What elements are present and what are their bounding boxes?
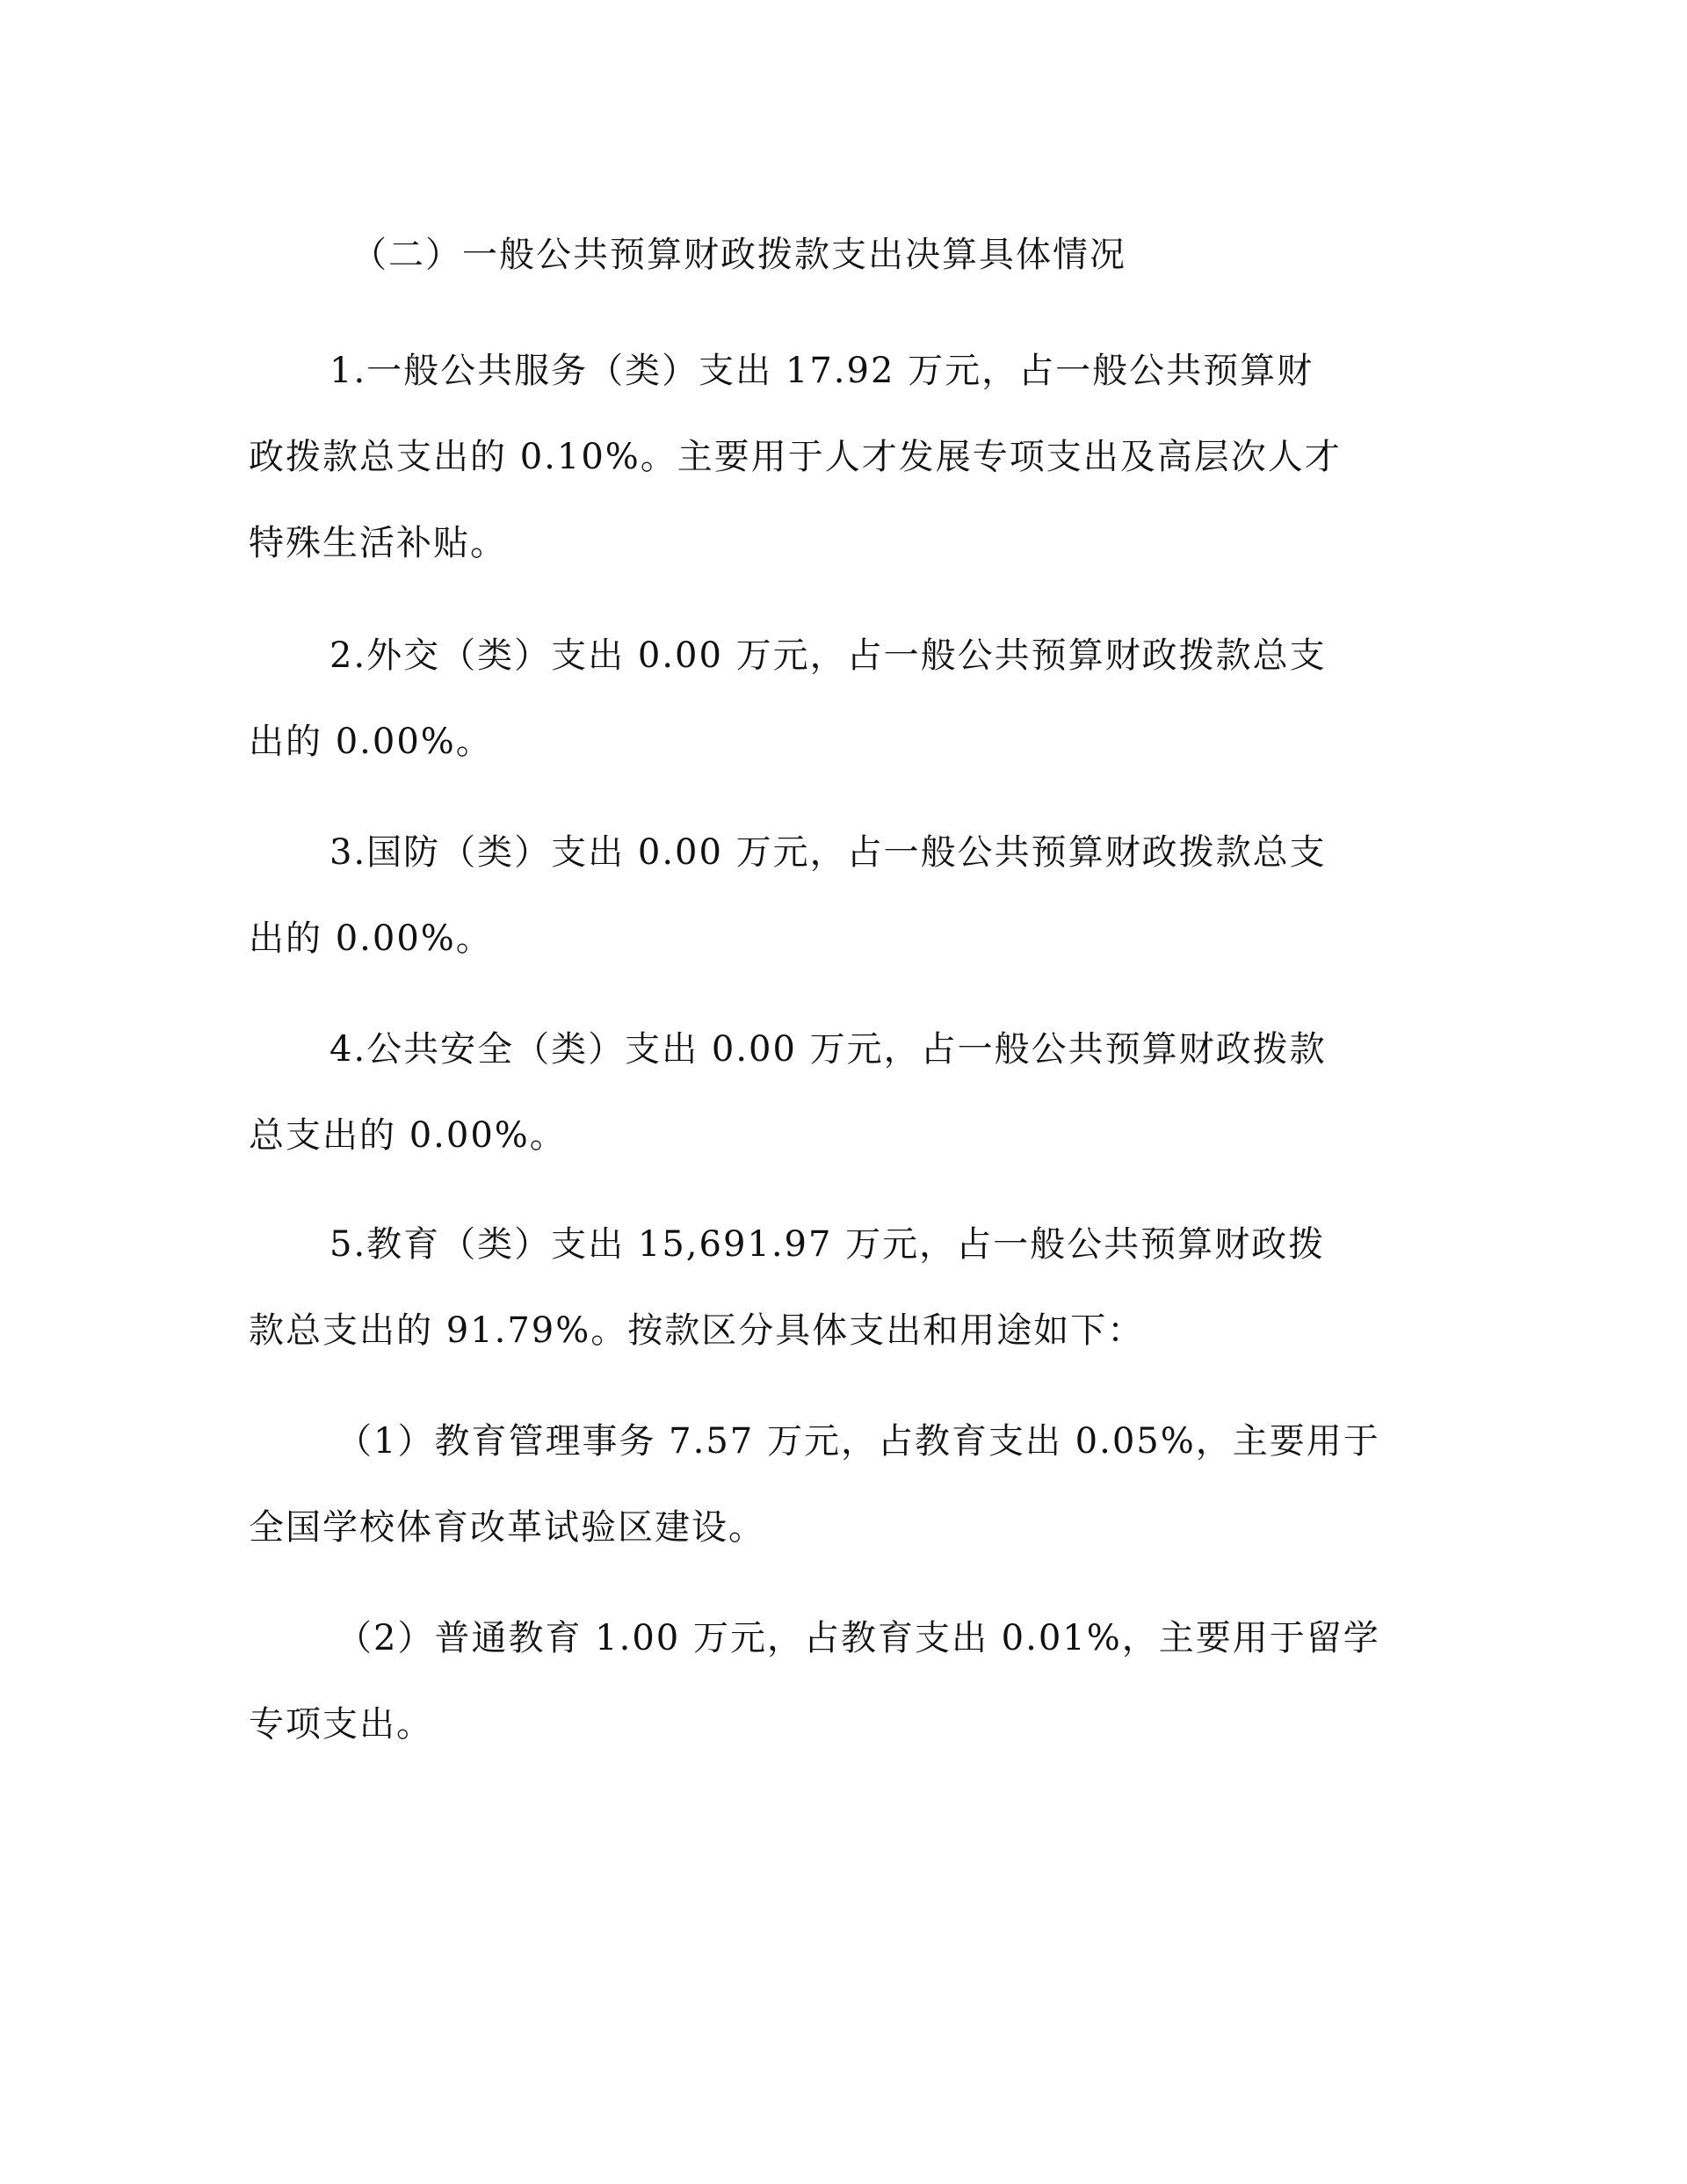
paragraph-5-line-2: 款总支出的 91.79%。按款区分具体支出和用途如下： [249, 1310, 1145, 1351]
paragraph-4-line-1: 4.公共安全（类）支出 0.00 万元，占一般公共预算财政拨款 [329, 1029, 1327, 1070]
section-heading: （二）一般公共预算财政拨款支出决算具体情况 [351, 235, 1126, 275]
paragraph-6-line-2: 全国学校体育改革试验区建设。 [249, 1507, 765, 1548]
paragraph-4-line-2: 总支出的 0.00%。 [249, 1115, 567, 1156]
paragraph-1-line-1: 1.一般公共服务（类）支出 17.92 万元，占一般公共预算财 [329, 351, 1314, 391]
paragraph-1-line-2: 政拨款总支出的 0.10%。主要用于人才发展专项支出及高层次人才 [249, 437, 1342, 477]
paragraph-7-line-2: 专项支出。 [249, 1704, 433, 1745]
paragraph-5-line-1: 5.教育（类）支出 15,691.97 万元，占一般公共预算财政拨 [329, 1224, 1326, 1265]
paragraph-3-line-2: 出的 0.00%。 [249, 918, 493, 959]
paragraph-1-line-3: 特殊生活补贴。 [249, 523, 507, 563]
paragraph-7-line-1: （2）普通教育 1.00 万元，占教育支出 0.01%，主要用于留学 [337, 1618, 1380, 1658]
paragraph-3-line-1: 3.国防（类）支出 0.00 万元，占一般公共预算财政拨款总支 [329, 832, 1327, 873]
paragraph-6-line-1: （1）教育管理事务 7.57 万元，占教育支出 0.05%，主要用于 [337, 1421, 1380, 1462]
paragraph-2-line-2: 出的 0.00%。 [249, 722, 493, 762]
paragraph-2-line-1: 2.外交（类）支出 0.00 万元，占一般公共预算财政拨款总支 [329, 635, 1327, 676]
